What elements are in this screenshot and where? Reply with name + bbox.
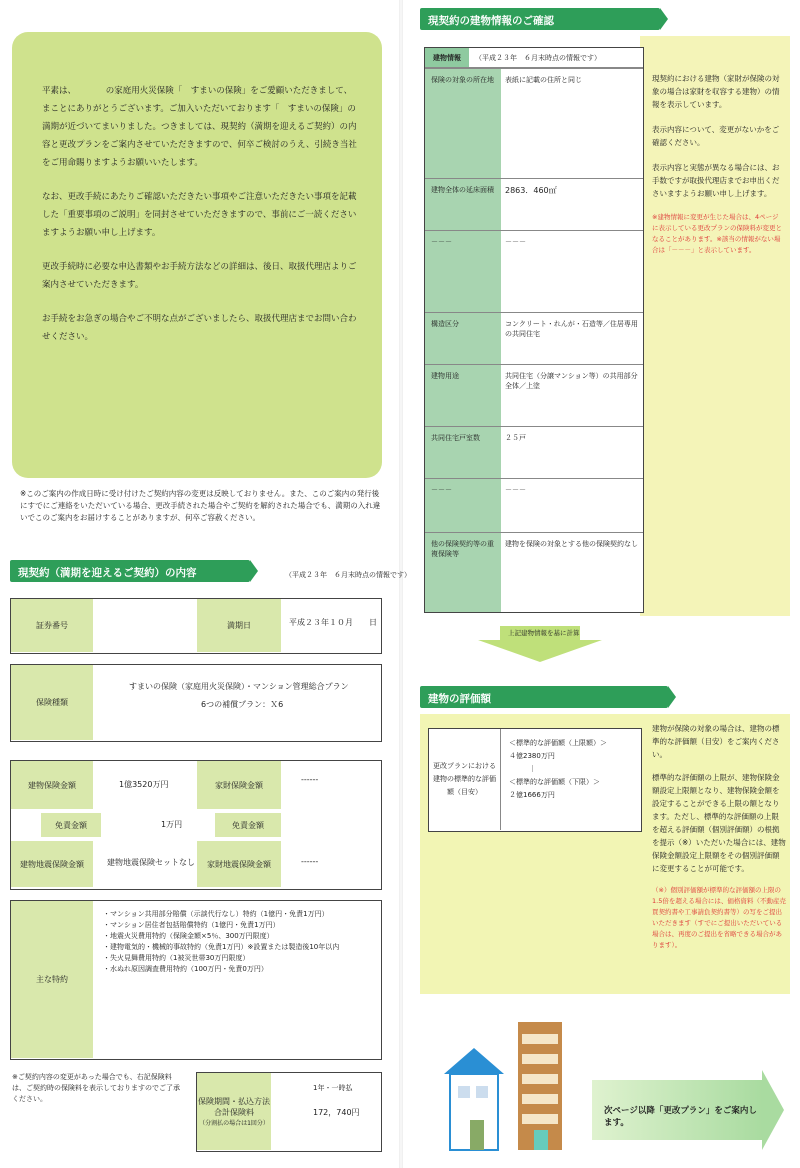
building-row-key: 建物用途 (431, 372, 459, 380)
building-row (425, 230, 643, 310)
building-side-text-2: 表示内容について、変更がないかをご確認ください。 (652, 125, 780, 147)
riders-list (103, 909, 379, 975)
eq-contents-value: ------ (301, 857, 319, 866)
building-side-text-3: 表示内容と実態が異なる場合には、お手数ですが取扱代理店までお申出くださいますようお願い申し上げます。 (652, 163, 780, 198)
calc-arrow-label: 上記建物情報を基に計算 (508, 629, 580, 637)
building-row (425, 532, 643, 612)
deductible-label: 免責金額 (41, 813, 101, 837)
insurance-plan-value: 6つの補償プラン：Ｘ6 (201, 700, 284, 709)
building-row-value: コンクリート・れんが・石造等／住居専用の共同住宅 (505, 320, 638, 338)
building-row-key: 共同住宅戸室数 (431, 434, 480, 442)
building-amount-label: 建物保険金額 (11, 761, 93, 809)
building-info-header-label: 建物情報 (425, 48, 469, 67)
greeting-letter (12, 32, 382, 478)
insurance-type-label: 保険種類 (11, 665, 93, 740)
eq-building-label: 建物地震保険金額 (11, 841, 93, 887)
building-row (425, 68, 643, 168)
current-contract-title: 現契約（満期を迎えるご契約）の内容 (10, 560, 250, 582)
valuation-box (428, 728, 642, 832)
premium-box (196, 1072, 382, 1152)
contents-amount-label: 家財保険金額 (197, 761, 281, 809)
building-info-table (424, 47, 644, 613)
building-info-title: 現契約の建物情報のご確認 (420, 8, 660, 30)
contents-amount-value: ------ (301, 775, 319, 784)
valuation-side-text-2: 標準的な評価額の上限が、建物保険金額設定上限額となり、建物保険金額を設定することができる上限の額となります。ただし、標準的な評価額の上限を超える評価額（個別評価額）の根拠を提示（※）いただいた場合には、建物保険金額設定上限額をその個別評価額に変更することが可能です。 (652, 773, 786, 873)
rider-item: ・地震火災費用特約（保険金額×5％、300万円限度） (103, 932, 274, 940)
building-row-value: 共同住宅（分譲マンション等）の共用部分全体／上塗 (505, 372, 638, 390)
rider-item: ・マンション共用部分賠償（示談代行なし）特約（1億円・免責1万円） (103, 910, 329, 918)
premium-value: 172，740円 (313, 1108, 360, 1117)
insurance-type-value: すまいの保険（家庭用火災保険）・マンション管理総合プラン (129, 682, 349, 691)
valuation-side-text-1: 建物が保険の対象の場合は、建物の標準的な評価額（目安）をご案内ください。 (652, 724, 780, 759)
building-row (425, 426, 643, 476)
building-side-text-1: 現契約における建物（家財が保険の対象の場合は家財を収容する建物）の情報を表示しています。 (652, 74, 780, 109)
insurance-type-box (10, 664, 382, 742)
valuation-lower-value: ２億1666万円 (509, 791, 555, 799)
building-row-value: 建物を保険の対象とする他の保険契約なし (505, 540, 638, 548)
rider-item: ・水ぬれ原因調査費用特約（100万円・免責0万円） (103, 965, 268, 973)
building-info-header (425, 48, 643, 68)
building-row-key: 構造区分 (431, 320, 459, 328)
eq-contents-label: 家財地震保険金額 (197, 841, 281, 887)
premium-period: 1年・一時払 (313, 1084, 353, 1092)
expiry-value: 平成２３年１０月 日 (289, 618, 377, 627)
current-contract-date: （平成２３年 ６月末時点の情報です） (285, 571, 411, 579)
page-fold (399, 0, 403, 1168)
building-row-value: －－－ (505, 486, 526, 494)
valuation-upper-value: ４億2380万円 (509, 752, 555, 760)
building-row-key: －－－ (431, 238, 452, 246)
valuation-side-text (652, 722, 786, 951)
rider-item: ・失火見舞費用特約（1被災世帯30万円限度） (103, 954, 250, 962)
riders-label: 主な特約 (11, 901, 93, 1058)
valuation-side-red: （※）個別評価額が標準的な評価額の上限の1.5倍を超える場合には、価格資料（不動産売買契約書や工事請負契約書等）の写をご提出いただきます（すでにご提出いただいている場合は、再度のご提出を省略できる場合があります）。 (652, 886, 786, 949)
building-row (425, 312, 643, 362)
valuation-upper-label: ＜標準的な評価額（上限額）＞ (509, 739, 607, 747)
disclaimer-note: ※このご案内の作成日時に受け付けたご契約内容の変更は反映しておりません。また、このご案内の発行後にすでにご連絡をいただいている場合、更改手続された場合やご契約を解約された場合でも、満期の入れ違いでこのご案内をお届けすることがありますが、何卒ご容赦ください。 (20, 489, 381, 522)
riders-box (10, 900, 382, 1060)
valuation-range-bar: ｜ (529, 765, 536, 773)
building-row-key: 保険の対象の所在地 (431, 76, 494, 84)
building-row-value: －－－ (505, 238, 526, 246)
letter-paragraph: なお、更改手続にあたりご確認いただきたい事項やご注意いただきたい事項を記載した「重要事項のご説明」を同封させていただきますので、事前にご一読くださいますようお願い申し上げます。 (42, 192, 357, 238)
policy-number-label: 証券番号 (11, 599, 93, 652)
expiry-label: 満期日 (197, 599, 281, 652)
insurance-amount-box (10, 760, 382, 890)
rider-item: ・建物電気的・機械的事故特約（免責1万円）※設置または製造後10年以内 (103, 943, 340, 951)
building-row (425, 478, 643, 530)
building-row-value: ２５戸 (505, 434, 526, 442)
house-icon (440, 1014, 570, 1154)
policy-number-box (10, 598, 382, 654)
premium-label-3: （分割払の場合は1回分） (199, 1120, 269, 1127)
premium-label-1: 保険期間・払込方法 (198, 1097, 270, 1106)
valuation-title: 建物の評価額 (420, 686, 668, 708)
next-page-arrow (592, 1080, 762, 1140)
letter-paragraph: お手続をお急ぎの場合やご不明な点がございましたら、取扱代理店までお問い合わせください。 (42, 314, 357, 342)
building-side-red: ※建物情報に変更が生じた場合は、4ページに表示している更改プランの保険料が変更となることがあります。※該当の情報がない場合は「－－－」と表示しています。 (652, 213, 782, 254)
building-row-value: 表紙に記載の住所と同じ (505, 76, 582, 84)
letter-paragraph: 平素は、 の家庭用火災保険「 すまいの保険」をご愛顧いただきまして、まことにありがとうございます。ご加入いただいております「 すまいの保険」の満期が近づいてまいりました。つきましては、現契約（満期を迎えるご契約）の内容と更改プランをご案内させていただきますので、何卒ご検討のうえ、引続き当社をご用命賜りますようお願いいたします。 (42, 86, 357, 168)
building-row-key: －－－ (431, 486, 452, 494)
premium-footnote: ※ご契約内容の変更があった場合でも、右記保険料は、ご契約時の保険料を表示しておりますのでご了承ください。 (12, 1073, 180, 1103)
building-row-value: 2863．460㎡ (505, 186, 557, 195)
valuation-label: 更改プランにおける建物の標準的な評価額（目安） (429, 729, 501, 830)
building-side-text (652, 72, 782, 256)
down-arrow-icon (478, 640, 602, 662)
building-row (425, 364, 643, 424)
contents-deductible-label: 免責金額 (215, 813, 281, 837)
deductible-value: 1万円 (161, 820, 183, 829)
eq-building-value: 建物地震保険セットなし (107, 858, 195, 867)
valuation-lower-label: ＜標準的な評価額（下限）＞ (509, 778, 600, 786)
rider-item: ・マンション居住者包括賠償特約（1億円・免責1万円） (103, 921, 280, 929)
building-row-key: 他の保険契約等の重複保険等 (431, 540, 494, 558)
letter-paragraph: 更改手続時に必要な申込書類やお手続方法などの詳細は、後日、取扱代理店よりご案内させていただきます。 (42, 262, 357, 290)
premium-label-2: 合計保険料 (214, 1108, 254, 1117)
building-row (425, 178, 643, 228)
building-row-key: 建物全体の延床面積 (431, 186, 494, 194)
valuation-values (509, 737, 607, 802)
premium-label (197, 1073, 271, 1150)
next-page-text: 次ページ以降「更改プラン」をご案内します。 (604, 1106, 757, 1128)
building-amount-value: 1億3520万円 (119, 780, 169, 789)
building-info-date: （平成２３年 ６月末時点の情報です） (475, 53, 601, 62)
